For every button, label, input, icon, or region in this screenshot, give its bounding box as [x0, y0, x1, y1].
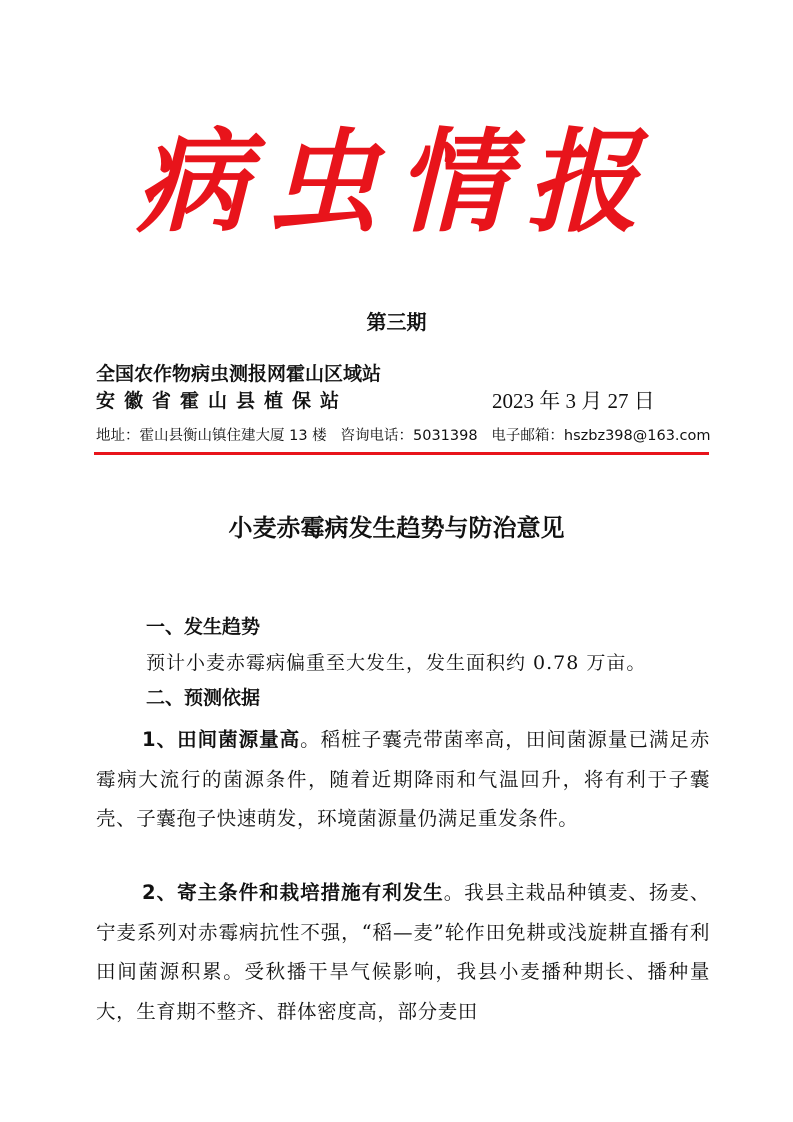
contact-email: 电子邮箱：hszbz398@163.com: [491, 428, 711, 444]
contact-line: [96, 425, 711, 447]
paragraph-body: 。稻桩子囊壳带菌率高，田间菌源量已满足赤霉病大流行的菌源条件，随着近期降雨和气温回升，将有利于子囊壳、子囊孢子快速萌发，环境菌源量仍满足重发条件。: [96, 728, 710, 830]
paragraph-lead: 2、寄主条件和栽培措施有利发生: [142, 881, 444, 904]
header-rule: [94, 452, 709, 455]
section-heading-trend: 一、发生趋势: [146, 616, 261, 638]
paragraph-body: 。我县主栽品种镇麦、扬麦、宁麦系列对赤霉病抗性不强，“稻—麦”轮作田免耕或浅旋耕直播有利田间菌源积累。受秋播干旱气候影响，我县小麦播种期长、播种量大，生育期不整齐、群体密度高，部分麦田: [96, 881, 710, 1023]
paragraph-pathogen: [96, 720, 710, 839]
paragraph-lead: 1、田间菌源量高: [142, 728, 301, 751]
issue-number: 第三期: [366, 310, 427, 334]
org-name-network: 全国农作物病虫测报网霍山区域站: [96, 363, 382, 385]
document-title: 小麦赤霉病发生趋势与防治意见: [228, 513, 565, 542]
issue-date: 2023 年 3 月 27 日: [492, 389, 655, 413]
contact-phone: 咨询电话：5031398: [340, 428, 478, 444]
section-heading-basis: 二、预测依据: [146, 687, 261, 709]
masthead-title: 病虫情报: [136, 117, 657, 248]
paragraph-host: [96, 873, 710, 1031]
section-text-trend: 预计小麦赤霉病偏重至大发生，发生面积约 0.78 万亩。: [146, 652, 647, 674]
contact-address: 地址：霍山县衡山镇住建大厦 13 楼: [96, 428, 327, 444]
org-name-station: 安徽省霍山县植保站: [96, 390, 349, 412]
